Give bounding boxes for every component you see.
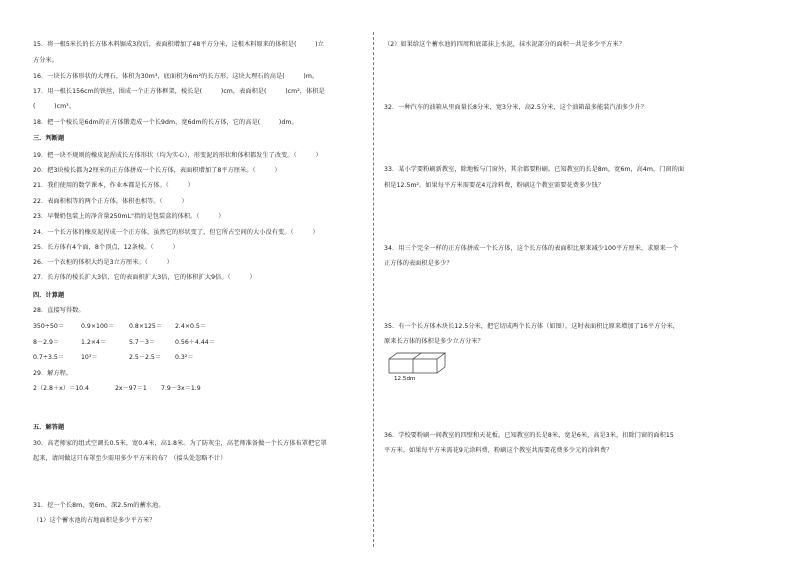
question-20: 20．把3块棱长都为2厘米的正方体拼成一个长方体，表面积增加了8平方厘米。（ ）	[33, 167, 281, 174]
column-divider	[373, 32, 374, 547]
arithmetic-item: 2.4×0.5＝	[175, 323, 207, 330]
question-17-line-2: ( )cm³。	[33, 103, 75, 110]
question-23: 23．早餐奶包装上的净含量250mL"指的是包装盒的体积。（ ）	[33, 213, 225, 220]
question-31-part-1: （1）这个蓄水池的占地面积是多少平方米？	[33, 517, 156, 524]
arithmetic-item: 350÷50＝	[33, 323, 65, 330]
arithmetic-item: 0.7÷3.5＝	[33, 354, 65, 361]
question-17-line-1: 17．用一根长156cm的铁丝，围成一个正方体框架，棱长是( )cm，表面积是( )cm²，体积是	[33, 88, 325, 95]
question-19: 19．把一块不规则的橡皮泥捏成长方体形状（均为实心），形变泥的形状和体积都发生了改变。（ ）	[33, 152, 322, 159]
arithmetic-item: 8－2.9＝	[33, 339, 60, 346]
question-32: 32．一种汽车的油箱从里面量长8分米，宽3分米，高2.5分米，这个油箱最多能装汽油多少升？	[384, 104, 647, 111]
question-30-line-2: 起来，请问做这只布罩至少需用多少平方米的布？（接头处忽略不计）	[33, 455, 227, 462]
question-22: 22．表面积相等的两个正方体，体积也相等。（ ）	[33, 198, 188, 205]
section-4-heading: 四．计算题	[33, 292, 65, 299]
arithmetic-item: 10³＝	[81, 354, 98, 361]
section-5-heading: 五．解答题	[33, 424, 65, 431]
question-28: 28．直接写得数。	[33, 307, 85, 314]
question-15-line-1: 15．将一根5米长的长方体木料锯成3段后，表面积增加了48平方分米，这根木料原来的体积是( )立	[33, 41, 324, 48]
question-25: 25．长方体有4个面，8个顶点，12条棱。（ ）	[33, 244, 179, 251]
arithmetic-item: 1.2×4＝	[81, 339, 107, 346]
question-36-line-1: 36．学校要粉刷一间教室的四壁和天花板。已知教室的长是8米，宽是6米，高是3米，扣除门窗的面积15	[384, 432, 674, 439]
equation-2: 2x－97＝1	[115, 385, 147, 392]
question-31: 31．挖一个长8m、宽6m、深2.5m的蓄水池。	[33, 502, 165, 509]
arithmetic-item: 2.5－2.5＝	[129, 354, 162, 361]
question-16: 16．一块长方体形状的大理石，体积为30m³，底面积为6m²的长方形，这块大理石的高是( )m。	[33, 73, 319, 80]
question-29: 29．解方程。	[33, 370, 73, 377]
question-18: 18．把一个棱长是6dm的正方体锻造成一个长9dm、宽6dm的长方体，它的高是( )dm。	[33, 119, 298, 126]
question-30-line-1: 30．高老师家的组式空调长0.5米，宽0.4米，高1.8米。为了防灰尘，高老师准备做一个长方体布罩把它罩	[33, 440, 327, 447]
question-33-line-2: 积是12.5m²。如果每平方米需要花4元涂料费，粉刷这个教室需要花费多少钱？	[384, 182, 604, 189]
question-34-line-1: 34．用三个完全一样的正方体拼成一个长方体，这个长方体的表面积比原来减少100平方厘米，求原来一个	[384, 245, 679, 252]
arithmetic-item: 0.3²＝	[175, 354, 194, 361]
arithmetic-item: 0.56＋4.44＝	[175, 339, 215, 346]
question-21: 21．我们使用的数学课本，作业本都是长方体。（ ）	[33, 182, 194, 189]
cuboid-figure	[388, 352, 450, 376]
question-36-line-2: 平方米。如果每平方米需花9元涂料费，粉刷这个教室共需要花费多少元的涂料费？	[384, 447, 613, 454]
section-3-heading: 三．判断题	[33, 135, 65, 142]
question-35-line-2: 原来长方体的体积是多少立方分米？	[384, 338, 484, 345]
arithmetic-item: 0.9×100＝	[81, 323, 115, 330]
arithmetic-item: 0.8×125＝	[129, 323, 163, 330]
question-35-line-1: 35．有一个长方体木块长12.5分米，把它切成两个长方体（如图），这时表面积比原来增加了16平方分米，	[384, 323, 680, 330]
arithmetic-item: 5.7－3＝	[129, 339, 156, 346]
question-31-part-2: （2）如果给这个蓄水池的四周和底部抹上水泥，抹水泥部分的面积一共是多少平方米？	[384, 41, 626, 48]
question-33-line-1: 33．某小学要粉刷新教室，除地板与门窗外，其余都要粉刷。已知教室的长是8m，宽6m，高4m，门窗的面	[384, 166, 685, 173]
equation-3: 7.9－3x＝1.9	[161, 385, 201, 392]
question-24: 24．一个长方体的橡皮泥捏成一个正方体，虽然它的形状变了，但它所占空间的大小没有变。（ ）	[33, 229, 319, 236]
question-15-line-2: 方分米。	[33, 57, 58, 64]
question-34-line-2: 正方体的表面积是多少？	[384, 260, 453, 267]
figure-length-label: 12.5dm	[394, 376, 416, 382]
question-26: 26．一个衣柜的体积大约是3立方厘米。（ ）	[33, 259, 173, 266]
question-27: 27．长方体的棱长扩大3倍，它的表面积扩大3倍，它的体积扩大9倍。（ ）	[33, 274, 256, 281]
equation-1: 2（2.8＋x）＝10.4	[33, 385, 89, 392]
